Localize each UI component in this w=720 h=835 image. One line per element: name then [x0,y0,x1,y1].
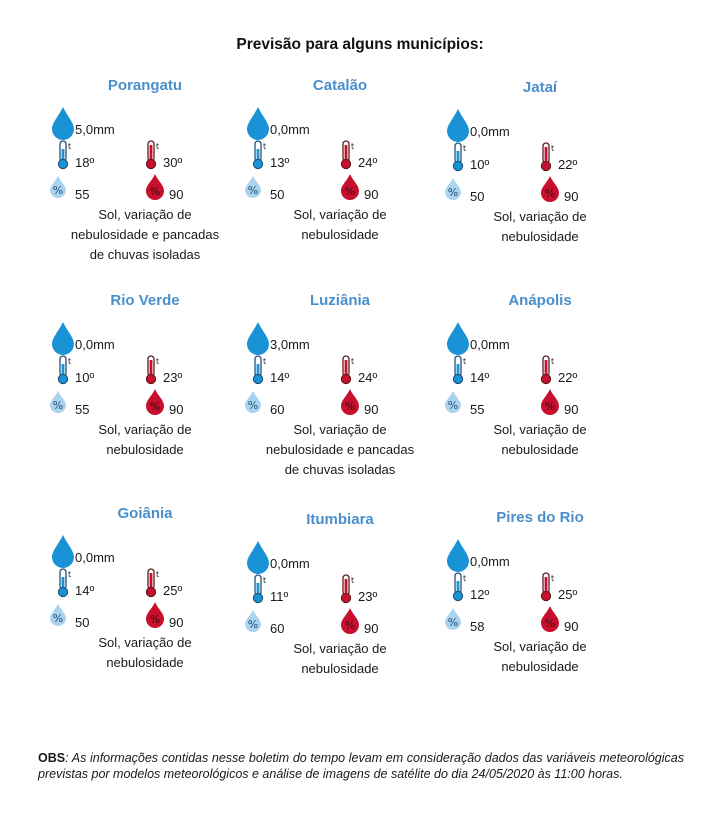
description-line-1: Sol, variação de [98,207,192,222]
thermometer-cold-icon [452,355,468,385]
thermometer-cold-icon [57,568,73,598]
svg-text:%: % [544,187,556,200]
description-line-2: nebulosidade [501,229,579,244]
water-drop-icon [51,106,75,140]
svg-text:%: % [447,186,459,199]
description-line-2: nebulosidade [301,227,379,242]
weather-description [240,205,440,245]
humidity-high-icon [145,601,165,629]
svg-text:t: t [463,357,467,366]
thermometer-cold-icon [252,140,268,170]
svg-text:t: t [68,142,72,151]
humidity-low-icon [49,603,67,627]
svg-text:t: t [463,574,467,583]
thermometer-hot-icon [145,355,161,385]
svg-text:%: % [52,184,64,197]
city-name: Porangatu [107,77,183,94]
temp-max-value: 25º [163,583,183,598]
city-forecast-card [240,292,440,492]
svg-text:t: t [263,142,267,151]
humidity-low-icon [244,609,262,633]
thermometer-hot-icon [145,568,161,598]
description-line-1: Sol, variação de [98,635,192,650]
humidity-min-value: 60 [270,621,285,636]
thermometer-hot-icon [340,574,356,604]
description-line-2: nebulosidade [501,442,579,457]
humidity-min-value: 55 [75,187,90,202]
svg-text:%: % [149,185,161,198]
svg-text:%: % [52,612,64,625]
humidity-max-value: 90 [364,621,379,636]
svg-text:t: t [68,357,72,366]
humidity-high-icon [145,388,165,416]
city-forecast-card [440,509,640,709]
humidity-max-value: 90 [169,402,184,417]
weather-description [440,207,640,247]
temp-max-value: 22º [558,370,578,385]
temp-min-value: 11º [270,589,289,604]
humidity-low-icon [49,175,67,199]
rain-value: 0,0mm [75,550,115,565]
rain-value: 0,0mm [270,556,310,571]
city-name: Pires do Rio [496,509,584,526]
humidity-min-value: 55 [75,402,90,417]
city-forecast-card [440,292,640,492]
humidity-high-icon [145,173,165,201]
svg-text:%: % [544,617,556,630]
water-drop-icon [51,534,75,568]
thermometer-cold-icon [252,355,268,385]
svg-text:%: % [247,618,259,631]
humidity-low-icon [244,390,262,414]
temp-min-value: 13º [270,155,290,170]
thermometer-cold-icon [57,140,73,170]
page-title: Previsão para alguns municípios: [236,36,484,53]
svg-text:t: t [551,144,555,153]
humidity-high-icon [540,605,560,633]
city-name: Catalão [312,77,368,94]
description-line-1: Sol, variação de [493,422,587,437]
temp-min-value: 12º [470,587,490,602]
humidity-high-icon [340,607,360,635]
description-line-1: Sol, variação de [98,422,192,437]
svg-text:t: t [551,574,555,583]
thermometer-hot-icon [540,572,556,602]
svg-text:t: t [551,357,555,366]
svg-text:t: t [263,357,267,366]
svg-text:%: % [247,399,259,412]
svg-text:%: % [447,616,459,629]
description-line-2: nebulosidade e pancadas [70,227,220,242]
city-forecast-card [240,77,440,277]
water-drop-icon [446,108,470,142]
city-name: Goiânia [117,505,173,522]
thermometer-hot-icon [540,355,556,385]
humidity-min-value: 50 [470,189,485,204]
humidity-low-icon [444,390,462,414]
humidity-low-icon [49,390,67,414]
rain-value: 5,0mm [75,122,115,137]
temp-max-value: 22º [558,157,578,172]
humidity-min-value: 55 [470,402,485,417]
humidity-max-value: 90 [169,615,184,630]
city-name: Anápolis [508,292,572,309]
svg-text:%: % [344,400,356,413]
temp-min-value: 14º [270,370,290,385]
city-name: Luziânia [309,292,370,309]
water-drop-icon [446,321,470,355]
description-line-2: nebulosidade [106,655,184,670]
description-line-1: Sol, variação de [493,639,587,654]
temp-max-value: 23º [163,370,183,385]
thermometer-hot-icon [340,140,356,170]
rain-value: 0,0mm [270,122,310,137]
thermometer-hot-icon [145,140,161,170]
thermometer-hot-icon [340,355,356,385]
temp-max-value: 23º [358,589,378,604]
water-drop-icon [446,538,470,572]
humidity-max-value: 90 [564,619,579,634]
svg-text:%: % [344,619,356,632]
humidity-low-icon [244,175,262,199]
thermometer-cold-icon [452,142,468,172]
observation-note [38,750,684,782]
weather-description [240,639,440,679]
water-drop-icon [246,321,270,355]
description-line-3: de chuvas isoladas [89,247,201,262]
svg-text:t: t [351,576,355,585]
svg-text:t: t [156,357,160,366]
svg-text:%: % [544,400,556,413]
water-drop-icon [51,321,75,355]
svg-text:%: % [247,184,259,197]
svg-text:%: % [344,185,356,198]
temp-min-value: 18º [75,155,95,170]
temp-max-value: 30º [163,155,183,170]
temp-max-value: 24º [358,370,378,385]
weather-description [45,420,245,460]
svg-text:t: t [156,570,160,579]
humidity-low-icon [444,177,462,201]
temp-min-value: 14º [470,370,490,385]
humidity-high-icon [540,175,560,203]
svg-text:%: % [149,613,161,626]
humidity-max-value: 90 [564,189,579,204]
description-line-1: Sol, variação de [293,641,387,656]
weather-description [45,633,245,673]
svg-text:t: t [351,357,355,366]
weather-description [45,205,245,265]
humidity-max-value: 90 [364,187,379,202]
temp-min-value: 14º [75,583,95,598]
description-line-2: nebulosidade [501,659,579,674]
description-line-1: Sol, variação de [293,422,387,437]
city-name: Rio Verde [110,292,180,309]
city-forecast-card [45,505,245,705]
svg-text:%: % [149,400,161,413]
svg-text:%: % [52,399,64,412]
temp-max-value: 25º [558,587,578,602]
description-line-2: nebulosidade [106,442,184,457]
temp-min-value: 10º [470,157,490,172]
humidity-min-value: 50 [270,187,285,202]
rain-value: 0,0mm [75,337,115,352]
description-line-2: nebulosidade e pancadas [265,442,415,457]
city-forecast-card [45,77,245,277]
city-name: Itumbiara [306,511,374,528]
description-line-1: Sol, variação de [493,209,587,224]
svg-text:%: % [447,399,459,412]
city-name: Jataí [522,79,558,96]
obs-label: OBS [38,751,66,765]
svg-text:t: t [463,144,467,153]
thermometer-cold-icon [57,355,73,385]
humidity-low-icon [444,607,462,631]
rain-value: 0,0mm [470,124,510,139]
svg-text:t: t [351,142,355,151]
description-line-1: Sol, variação de [293,207,387,222]
description-line-2: nebulosidade [301,661,379,676]
svg-text:t: t [68,570,72,579]
city-forecast-card [440,79,640,279]
humidity-max-value: 90 [169,187,184,202]
weather-description [440,420,640,460]
humidity-max-value: 90 [564,402,579,417]
humidity-high-icon [340,388,360,416]
humidity-high-icon [340,173,360,201]
thermometer-cold-icon [452,572,468,602]
humidity-min-value: 58 [470,619,485,634]
water-drop-icon [246,540,270,574]
humidity-min-value: 60 [270,402,285,417]
svg-text:t: t [263,576,267,585]
humidity-min-value: 50 [75,615,90,630]
obs-text: : As informações contidas nesse boletim do tempo levam em consideração dados das variáveis meteorológicas previstas por modelos meteorológicos e análise de imagens de satélite do dia 24/05/2020 às 11:00 horas. [38,751,684,781]
thermometer-cold-icon [252,574,268,604]
city-forecast-card [45,292,245,492]
city-forecast-card [240,511,440,711]
humidity-max-value: 90 [364,402,379,417]
svg-text:t: t [156,142,160,151]
rain-value: 0,0mm [470,554,510,569]
weather-description [440,637,640,677]
temp-max-value: 24º [358,155,378,170]
weather-description [240,420,440,480]
rain-value: 3,0mm [270,337,310,352]
humidity-high-icon [540,388,560,416]
water-drop-icon [246,106,270,140]
temp-min-value: 10º [75,370,95,385]
rain-value: 0,0mm [470,337,510,352]
thermometer-hot-icon [540,142,556,172]
description-line-3: de chuvas isoladas [284,462,396,477]
